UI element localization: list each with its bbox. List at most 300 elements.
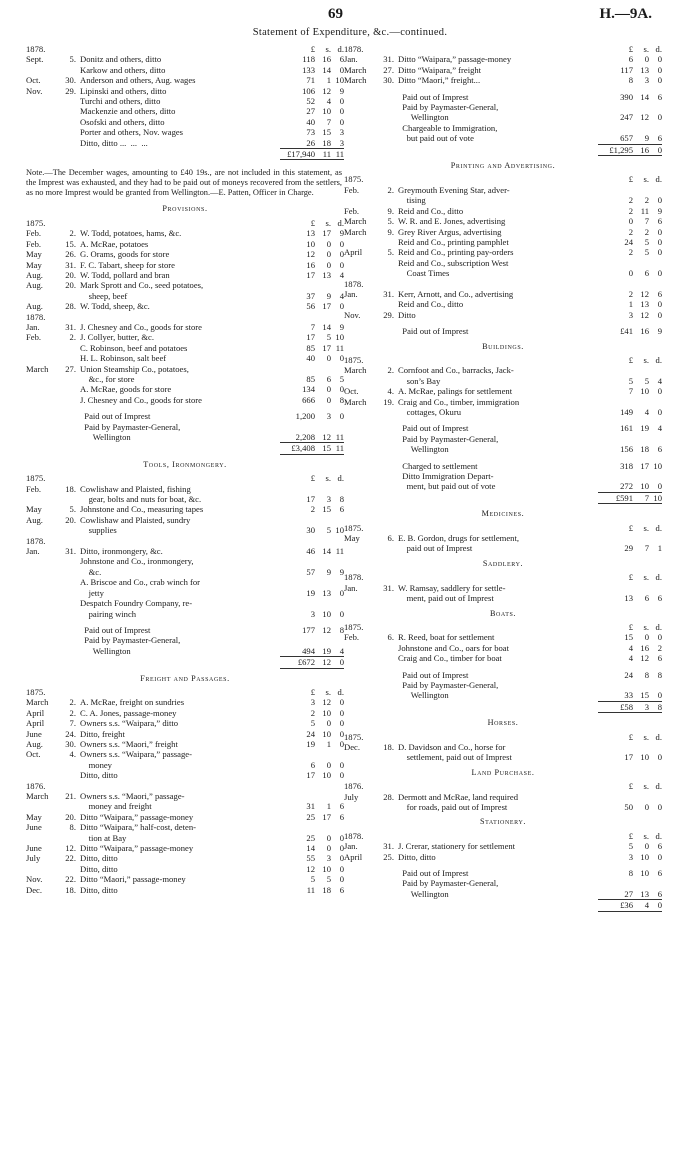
pounds: 73	[306, 127, 315, 138]
pence: 0	[339, 64, 344, 75]
entry-amount	[598, 227, 662, 237]
entry-description: Ditto “Waipara,” freight	[398, 64, 482, 75]
entry-amount	[280, 864, 344, 874]
entry-month: Feb.	[26, 332, 42, 343]
entry-day: 2.	[387, 184, 394, 195]
pounds: £	[310, 217, 315, 228]
section-heading: Stationery.	[479, 817, 527, 827]
entry-description: Johnstone and Co., oars for boat	[398, 642, 509, 653]
entry-day: 9.	[387, 205, 394, 216]
ledger-row	[26, 646, 344, 656]
pounds: 8	[628, 75, 633, 86]
pounds: 2,208	[295, 432, 315, 442]
entry-amount	[598, 622, 662, 632]
shillings: 11	[322, 149, 331, 160]
pence: 6	[339, 54, 344, 65]
entry-description: &c., for store	[80, 373, 135, 384]
shillings: 7	[644, 543, 649, 554]
shillings: 9	[326, 290, 331, 301]
pence: 0	[339, 853, 344, 864]
entry-month: 1875.	[344, 354, 364, 365]
entry-description: Ditto, ditto	[80, 853, 118, 864]
pounds: 12	[306, 863, 315, 874]
ledger-row	[26, 138, 344, 148]
entry-amount	[598, 195, 662, 205]
pence: 0	[657, 54, 662, 65]
entry-amount	[280, 353, 344, 363]
entry-month: 1875.	[26, 217, 46, 228]
ledger-row	[26, 843, 344, 853]
ledger-row	[26, 280, 344, 290]
entry-description: Owners s.s. “Maori,” freight	[80, 738, 178, 749]
ledger-row	[26, 504, 344, 514]
entry-month: March	[344, 396, 367, 407]
pounds: 46	[306, 546, 315, 557]
entry-amount	[598, 523, 662, 533]
pounds: £	[628, 522, 633, 533]
pence: 6	[339, 504, 344, 515]
entry-month: March	[26, 791, 49, 801]
entry-amount	[598, 112, 662, 122]
entry-month: 1878.	[344, 572, 364, 583]
entry-amount	[280, 473, 344, 483]
pounds: 14	[306, 843, 315, 854]
pence: 9	[339, 321, 344, 332]
section-heading: Land Purchase.	[471, 767, 535, 777]
ledger-row	[26, 422, 344, 432]
pence: 6	[339, 884, 344, 895]
entry-month: Aug.	[26, 280, 43, 291]
entry-amount	[598, 461, 662, 471]
pounds: 156	[620, 444, 633, 455]
shillings: 4	[326, 96, 331, 107]
entry-day: 31.	[383, 288, 394, 299]
entry-amount	[280, 127, 344, 137]
shillings: 15	[322, 127, 331, 138]
entry-month: March	[344, 75, 367, 86]
ledger-row	[26, 343, 344, 353]
entry-description: tising	[398, 195, 426, 206]
pounds: £	[628, 781, 633, 792]
ledger-row	[344, 423, 662, 433]
shillings: 0	[644, 841, 649, 852]
ledger-row	[344, 227, 662, 237]
ledger-row	[26, 270, 344, 280]
pounds: 25	[306, 832, 315, 843]
ledger-row	[344, 54, 662, 64]
entry-amount	[598, 92, 662, 102]
entry-description: Despatch Foundry Company, re-	[80, 598, 193, 609]
entry-description: Johnstone and Co., measuring tapes	[80, 504, 204, 515]
shillings: 15	[322, 504, 331, 515]
ledger-row	[344, 802, 662, 812]
entry-month: March	[344, 226, 367, 237]
entry-description: W. Todd, pollard and bran	[80, 269, 170, 280]
entry-amount	[280, 374, 344, 384]
entry-amount	[598, 355, 662, 365]
pounds: 17	[624, 752, 633, 763]
entry-amount	[598, 492, 662, 504]
pounds: 29	[624, 543, 633, 554]
pounds: 3	[310, 697, 315, 708]
pounds: £3,408	[291, 443, 315, 454]
entry-description: Paid out of Imprest	[80, 411, 151, 422]
entry-amount	[280, 853, 344, 863]
shillings: 0	[326, 238, 331, 249]
shillings: 9	[326, 566, 331, 577]
entry-amount	[598, 593, 662, 603]
shillings: 13	[322, 269, 331, 280]
pounds: 7	[628, 386, 633, 397]
ledger-row	[26, 729, 344, 739]
entry-month: March	[26, 363, 49, 374]
entry-month: Feb.	[26, 483, 42, 494]
shillings: 12	[640, 112, 649, 123]
section-heading: Tools, Ironmongery.	[143, 459, 227, 469]
entry-description: W. R. and E. Jones, advertising	[398, 216, 506, 227]
ledger-row	[26, 687, 344, 697]
pence: 0	[657, 752, 662, 763]
entry-description: J. Crerar, stationery for settlement	[398, 841, 516, 852]
entry-amount	[280, 44, 344, 54]
ledger-row	[26, 411, 344, 421]
pence: 0	[339, 832, 344, 843]
entry-month: Feb.	[344, 205, 360, 216]
entry-day: 7.	[69, 718, 76, 729]
entry-month: Aug.	[26, 301, 43, 312]
pounds: 19	[306, 738, 315, 749]
entry-month: Feb.	[344, 184, 360, 195]
shillings: 5	[326, 332, 331, 343]
shillings: s.	[643, 174, 649, 185]
entry-description: Ditto, freight	[80, 728, 125, 739]
entry-description: Mark Sprott and Co., seed potatoes,	[80, 280, 204, 291]
entry-month: April	[344, 247, 363, 258]
ledger-row	[26, 556, 344, 566]
ledger-row	[344, 690, 662, 700]
ledger-row	[344, 752, 662, 762]
shillings: s.	[325, 44, 331, 54]
entry-description: W. Todd, sheep, &c.	[80, 301, 150, 312]
pounds: £	[628, 174, 633, 185]
pence: 0	[657, 386, 662, 397]
entry-day: 15.	[65, 238, 76, 249]
pounds: 0	[628, 268, 633, 279]
entry-amount	[598, 376, 662, 386]
pence: 1	[657, 543, 662, 554]
pounds: 2	[310, 707, 315, 718]
pence: 5	[339, 373, 344, 384]
entry-month: Jan.	[26, 321, 40, 332]
shillings: 0	[644, 632, 649, 643]
pounds: 13	[624, 593, 633, 604]
entry-day: 20.	[65, 811, 76, 822]
pence: 10	[335, 525, 344, 536]
entry-month: July	[26, 853, 41, 864]
pence: 9	[339, 228, 344, 239]
entry-month: 1875.	[344, 174, 364, 185]
shillings: 7	[326, 116, 331, 127]
entry-month: Nov.	[344, 309, 361, 320]
shillings: 4	[644, 407, 649, 417]
entry-month: Feb.	[26, 228, 42, 239]
shillings: 6	[326, 373, 331, 384]
ledger-row	[26, 364, 344, 374]
shillings: 16	[640, 326, 649, 337]
entry-month: March	[344, 216, 367, 227]
ledger-row	[26, 853, 344, 863]
pence: 0	[657, 112, 662, 123]
ledger-row	[344, 407, 662, 417]
entry-day: 31.	[383, 841, 394, 852]
shillings: 12	[322, 697, 331, 708]
entry-month: May	[26, 259, 42, 270]
pence: d.	[655, 781, 662, 792]
ledger-row	[26, 44, 344, 54]
pence: d.	[655, 731, 662, 742]
pounds: 2	[628, 288, 633, 299]
entry-amount	[280, 697, 344, 707]
entry-amount	[280, 609, 344, 619]
ledger-row	[344, 593, 662, 603]
pence: 0	[339, 718, 344, 729]
entry-day: 18.	[65, 483, 76, 494]
ledger-row	[26, 86, 344, 96]
pounds: 37	[306, 290, 315, 301]
entry-day: 2.	[69, 332, 76, 343]
ledger-row	[26, 65, 344, 75]
total-row	[26, 442, 344, 454]
pounds: 272	[620, 481, 633, 492]
entry-month: March	[344, 64, 367, 75]
shillings: s.	[643, 522, 649, 533]
total-row	[26, 656, 344, 668]
entry-day: 25.	[383, 851, 394, 862]
pence: 0	[339, 96, 344, 107]
pence: 0	[339, 657, 344, 668]
entry-amount	[598, 852, 662, 862]
ledger-row	[344, 878, 662, 888]
entry-month: Oct.	[344, 386, 359, 397]
entry-amount	[280, 96, 344, 106]
pence: 10	[653, 460, 662, 471]
pence: d.	[655, 572, 662, 583]
entry-amount	[598, 174, 662, 184]
pounds: 55	[306, 853, 315, 864]
ledger-row	[26, 96, 344, 106]
pence: d.	[337, 473, 344, 484]
shillings: 14	[640, 91, 649, 102]
section-heading: Printing and Advertising.	[450, 161, 556, 171]
pounds: 5	[628, 375, 633, 386]
entry-day: 24.	[65, 728, 76, 739]
shillings: 18	[322, 884, 331, 895]
entry-description: E. B. Gordon, drugs for settlement,	[398, 533, 520, 544]
entry-description: A. McRae, palings for settlement	[398, 386, 513, 397]
shillings: 5	[644, 375, 649, 386]
entry-day: 22.	[65, 853, 76, 864]
ledger-row	[26, 822, 344, 832]
entry-amount	[280, 656, 344, 668]
ledger-row	[26, 598, 344, 608]
pence: 0	[657, 195, 662, 206]
entry-amount	[280, 384, 344, 394]
total-row	[26, 148, 344, 160]
entry-amount	[280, 260, 344, 270]
shillings: 0	[326, 718, 331, 729]
ledger-row	[26, 312, 344, 322]
entry-amount	[280, 494, 344, 504]
ledger-row	[26, 291, 344, 301]
shillings: 10	[640, 851, 649, 862]
entry-description: Craig and Co., timber, immigration	[398, 396, 520, 407]
pence: 0	[339, 728, 344, 739]
ledger-row	[344, 206, 662, 216]
entry-description: Ditto “Waipara,” passage-money	[80, 811, 194, 822]
pounds: 17	[306, 494, 315, 505]
pounds: 106	[302, 85, 315, 96]
entry-amount	[280, 148, 344, 160]
ledger-row	[344, 643, 662, 653]
entry-description: Porter and others, Nov. wages	[80, 127, 184, 138]
ledger-row	[344, 92, 662, 102]
pounds: 31	[306, 801, 315, 812]
ledger-row	[344, 868, 662, 878]
entry-description: Ditto “Maori,” passage-money	[80, 874, 186, 885]
entry-day: 5.	[387, 216, 394, 227]
ledger-row	[26, 708, 344, 718]
ledger-row	[344, 216, 662, 226]
entry-description: Reid and Co., subscription West	[398, 257, 509, 268]
shillings: 3	[326, 494, 331, 505]
pounds: 390	[620, 91, 633, 102]
ledger-row	[26, 625, 344, 635]
shillings: 1	[326, 75, 331, 86]
section-heading: Freight and Passages.	[140, 673, 230, 683]
pounds: 117	[620, 64, 633, 75]
pounds: 657	[620, 133, 633, 144]
pence: 10	[335, 332, 344, 343]
shillings: 5	[326, 525, 331, 536]
entry-description: Lipinski and others, ditto	[80, 85, 167, 96]
entry-day: 21.	[65, 791, 76, 801]
shillings: 0	[326, 259, 331, 270]
pence: 11	[335, 546, 344, 557]
pence: 8	[339, 394, 344, 405]
entry-day: 27.	[65, 363, 76, 374]
entry-month: 1875.	[344, 522, 364, 533]
pence: 0	[657, 900, 662, 911]
ledger-row	[26, 249, 344, 259]
entry-month: April	[26, 718, 45, 729]
entry-day: 8.	[69, 822, 76, 833]
shillings: s.	[643, 830, 649, 841]
entry-amount	[280, 729, 344, 739]
shillings: 0	[326, 832, 331, 843]
pence: 10	[335, 75, 344, 86]
shillings: 2	[644, 226, 649, 237]
entry-description: Donitz and others, ditto	[80, 54, 162, 65]
shillings: 13	[640, 64, 649, 75]
pence: 0	[657, 690, 662, 701]
entry-description: &c.	[80, 566, 102, 577]
pounds: 2	[628, 226, 633, 237]
entry-amount	[598, 543, 662, 553]
ledger-row	[26, 515, 344, 525]
ledger-row	[344, 471, 662, 481]
ledger-row	[344, 444, 662, 454]
pounds: 85	[306, 373, 315, 384]
entry-month: Jan.	[26, 546, 40, 557]
pounds: £36	[620, 900, 633, 911]
ledger-row	[344, 268, 662, 278]
entry-day: 2.	[69, 707, 76, 718]
entry-amount	[280, 588, 344, 598]
pence: 0	[339, 116, 344, 127]
pounds: 40	[306, 116, 315, 127]
pounds: 8	[628, 868, 633, 879]
entry-day: 6.	[387, 632, 394, 643]
entry-amount	[598, 237, 662, 247]
entry-description: Paid by Paymaster-General,	[80, 635, 181, 646]
entry-amount	[598, 572, 662, 582]
shillings: 16	[640, 144, 649, 155]
entry-description: Anderson and others, Aug. wages	[80, 75, 196, 86]
ledger-row	[344, 185, 662, 195]
entry-amount	[598, 386, 662, 396]
pence: 3	[339, 127, 344, 138]
pence: 0	[339, 759, 344, 770]
entry-description: Cornfoot and Co., barracks, Jack-	[398, 365, 514, 376]
pounds: £	[628, 354, 633, 365]
entry-description: C. A. Jones, passage-money	[80, 707, 177, 718]
entry-amount	[598, 407, 662, 417]
pence: 8	[339, 494, 344, 505]
pounds: 133	[302, 64, 315, 75]
entry-description: Karkow and others, ditto	[80, 64, 166, 75]
pence: 0	[657, 236, 662, 247]
document-reference: H.—9A.	[599, 6, 652, 22]
pence: 0	[657, 309, 662, 320]
entry-day: 2.	[69, 697, 76, 708]
entry-amount	[280, 567, 344, 577]
entry-amount	[598, 299, 662, 309]
entry-description: Ditto, ditto	[398, 851, 436, 862]
ledger-row	[344, 781, 662, 791]
pounds: £	[628, 830, 633, 841]
pounds: £17,940	[287, 149, 315, 160]
entry-month: April	[26, 707, 45, 718]
ledger-row	[344, 258, 662, 268]
entry-description: Greymouth Evening Star, adver-	[398, 184, 510, 195]
pounds: 2	[628, 247, 633, 258]
entry-month: Aug.	[26, 738, 43, 749]
entry-month: Jan.	[344, 288, 358, 299]
pounds: 19	[306, 587, 315, 598]
pence: 0	[339, 238, 344, 249]
pence: 0	[339, 863, 344, 874]
ledger-row	[344, 889, 662, 899]
entry-day: 31.	[65, 546, 76, 557]
ledger-row	[26, 54, 344, 64]
entry-amount	[598, 75, 662, 85]
ledger-row	[344, 376, 662, 386]
pence: 0	[339, 259, 344, 270]
pence: 6	[657, 868, 662, 879]
entry-description: Ditto, ditto	[80, 884, 118, 895]
entry-amount	[280, 625, 344, 635]
entry-description: Ditto Immigration Depart-	[398, 471, 494, 482]
